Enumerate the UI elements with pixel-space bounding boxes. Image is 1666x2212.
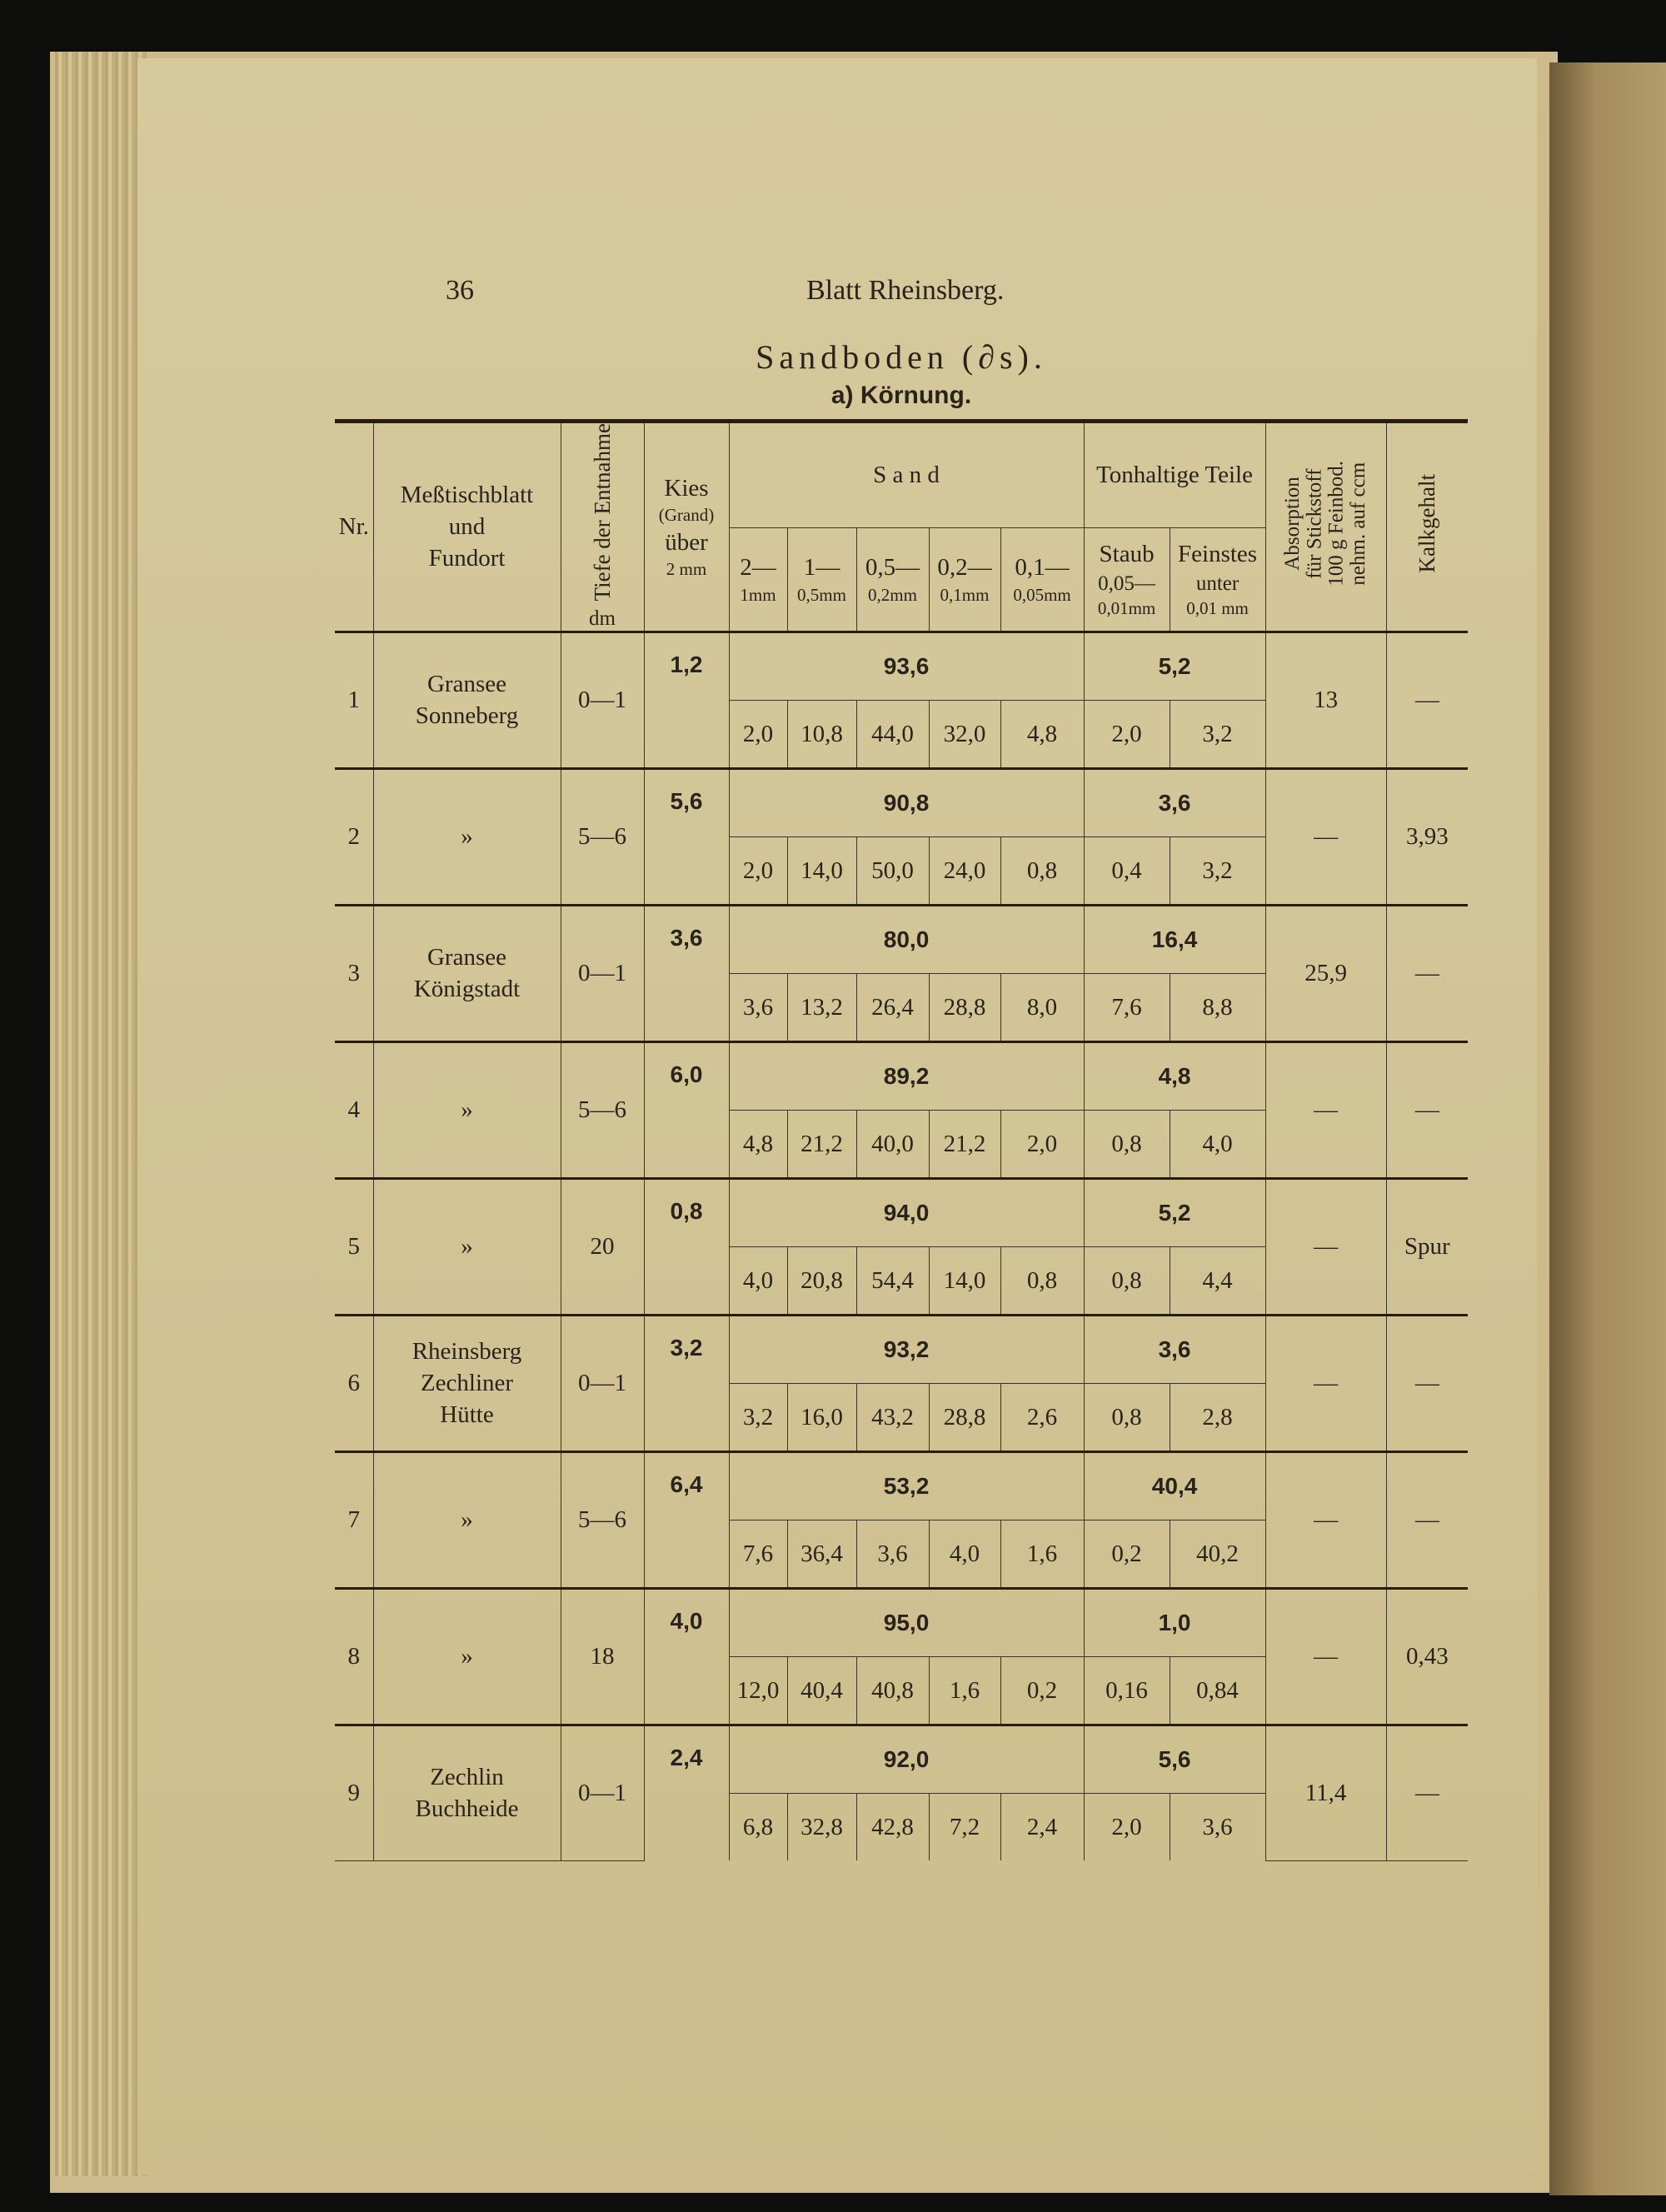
- row-ton-total: 16,4: [1084, 906, 1265, 974]
- row-fundort: [373, 1316, 561, 1452]
- row-staub: 2,0: [1084, 701, 1170, 769]
- row-fundort: [373, 632, 561, 769]
- row-sand-total: 92,0: [729, 1725, 1084, 1794]
- header-staub: [1084, 527, 1170, 632]
- header-sand-02-01: [929, 527, 1000, 632]
- header-kies: [644, 422, 729, 632]
- row-sand-fraction: 3,6: [729, 974, 787, 1042]
- row-kalk: 3,93: [1386, 769, 1468, 906]
- row-sand-fraction: 0,8: [1000, 1247, 1084, 1316]
- row-feinstes: 8,8: [1170, 974, 1265, 1042]
- table-row: [335, 1042, 1468, 1111]
- row-sand-total: 89,2: [729, 1042, 1084, 1111]
- fundort-line: »: [461, 823, 473, 851]
- row-sand-fraction: 40,4: [787, 1657, 856, 1725]
- row-feinstes: 40,2: [1170, 1520, 1265, 1589]
- header-kalk-label: Kalkgehalt: [1414, 474, 1440, 573]
- row-kies: 6,4: [644, 1452, 729, 1589]
- row-kalk: Spur: [1386, 1179, 1468, 1316]
- fundort-line: Gransee: [426, 944, 506, 971]
- row-ton-total: 5,2: [1084, 632, 1265, 701]
- table-row: [335, 1316, 1468, 1384]
- table-row: [335, 1452, 1468, 1520]
- row-sand-fraction: 16,0: [787, 1384, 856, 1452]
- row-absorption: 25,9: [1265, 906, 1386, 1042]
- row-fundort: [373, 1042, 561, 1179]
- fundort-line: Rheinsberg: [412, 1338, 522, 1366]
- fraction-bottom: 0,2mm: [868, 584, 917, 605]
- fundort-line: »: [461, 1506, 473, 1534]
- row-sand-fraction: 4,8: [729, 1111, 787, 1179]
- row-sand-fraction: 8,0: [1000, 974, 1084, 1042]
- row-kies: 1,2: [644, 632, 729, 769]
- row-kalk: —: [1386, 1042, 1468, 1179]
- row-ton-total: 3,6: [1084, 769, 1265, 837]
- header-absorption-line: 100 g Feinbod.: [1324, 461, 1348, 587]
- header-kies-line: (Grand): [658, 505, 715, 526]
- row-sand-fraction: 28,8: [929, 974, 1000, 1042]
- row-staub: 0,8: [1084, 1247, 1170, 1316]
- fraction-top: 2—: [740, 554, 776, 582]
- row-feinstes: 3,2: [1170, 837, 1265, 906]
- row-absorption: —: [1265, 1452, 1386, 1589]
- fraction-top: 0,1—: [1015, 554, 1070, 582]
- row-sand-fraction: 36,4: [787, 1520, 856, 1589]
- header-fundort-line: und: [448, 512, 486, 540]
- row-sand-fraction: 6,8: [729, 1794, 787, 1861]
- row-absorption: 11,4: [1265, 1725, 1386, 1861]
- row-sand-fraction: 0,8: [1000, 837, 1084, 906]
- running-title: Blatt Rheinsberg.: [806, 275, 1005, 306]
- table-row: [335, 1179, 1468, 1247]
- row-sand-fraction: 21,2: [787, 1111, 856, 1179]
- row-tiefe: 0—1: [561, 1725, 644, 1861]
- header-tiefe-label: Tiefe der Entnahme: [589, 423, 615, 602]
- row-nr: 1: [335, 632, 373, 769]
- table-row: [335, 632, 1468, 701]
- header-kies-line: 2 mm: [666, 559, 707, 580]
- row-nr: 4: [335, 1042, 373, 1179]
- staub-line: 0,01mm: [1097, 598, 1156, 619]
- row-sand-fraction: 32,0: [929, 701, 1000, 769]
- row-sand-fraction: 7,2: [929, 1794, 1000, 1861]
- row-sand-total: 90,8: [729, 769, 1084, 837]
- fraction-bottom: 0,5mm: [797, 584, 846, 605]
- row-staub: 0,8: [1084, 1384, 1170, 1452]
- fraction-top: 1—: [803, 554, 840, 582]
- row-sand-fraction: 10,8: [787, 701, 856, 769]
- row-tiefe: 5—6: [561, 1042, 644, 1179]
- row-sand-fraction: 0,2: [1000, 1657, 1084, 1725]
- feinstes-line: Feinstes: [1178, 540, 1258, 567]
- header-sand-2-1: [729, 527, 787, 632]
- row-sand-fraction: 20,8: [787, 1247, 856, 1316]
- row-sand-fraction: 14,0: [787, 837, 856, 906]
- fundort-line: »: [461, 1643, 473, 1670]
- table-row: [335, 769, 1468, 837]
- row-sand-total: 94,0: [729, 1179, 1084, 1247]
- row-kalk: —: [1386, 1725, 1468, 1861]
- row-fundort: [373, 1589, 561, 1725]
- header-sand: S a n d: [729, 422, 1084, 528]
- row-ton-total: 5,6: [1084, 1725, 1265, 1794]
- header-fundort-line: Fundort: [428, 544, 506, 572]
- header-tiefe: [561, 422, 644, 632]
- fundort-line: Zechliner: [420, 1370, 514, 1397]
- row-sand-fraction: 44,0: [856, 701, 929, 769]
- fundort-line: Königstadt: [413, 975, 521, 1002]
- row-nr: 3: [335, 906, 373, 1042]
- row-sand-fraction: 24,0: [929, 837, 1000, 906]
- page-edges: [55, 52, 147, 2176]
- staub-line: 0,05—: [1098, 572, 1155, 595]
- table-row: [335, 906, 1468, 974]
- header-kalk: [1386, 422, 1468, 632]
- page-number: 36: [446, 275, 474, 306]
- row-staub: 7,6: [1084, 974, 1170, 1042]
- fraction-bottom: 0,1mm: [940, 584, 990, 605]
- row-feinstes: 4,4: [1170, 1247, 1265, 1316]
- row-feinstes: 3,2: [1170, 701, 1265, 769]
- row-kalk: —: [1386, 1452, 1468, 1589]
- fraction-top: 0,5—: [865, 554, 920, 582]
- header-sand-01-005: [1000, 527, 1084, 632]
- row-tiefe: 5—6: [561, 769, 644, 906]
- header-fundort: [373, 422, 561, 632]
- header-tiefe-unit: dm: [589, 607, 616, 631]
- feinstes-line: unter: [1195, 572, 1240, 595]
- header-sand-05-02: [856, 527, 929, 632]
- row-sand-fraction: 50,0: [856, 837, 929, 906]
- header-feinstes: [1170, 527, 1265, 632]
- staub-line: Staub: [1099, 540, 1155, 567]
- row-fundort: [373, 1452, 561, 1589]
- row-sand-fraction: 4,8: [1000, 701, 1084, 769]
- soil-analysis-table: [335, 419, 1468, 1861]
- row-sand-total: 93,2: [729, 1316, 1084, 1384]
- row-kies: 2,4: [644, 1725, 729, 1861]
- row-sand-fraction: 4,0: [729, 1247, 787, 1316]
- row-sand-fraction: 28,8: [929, 1384, 1000, 1452]
- row-fundort: [373, 1725, 561, 1861]
- row-absorption: —: [1265, 1179, 1386, 1316]
- row-kies: 0,8: [644, 1179, 729, 1316]
- table-body: [335, 632, 1468, 1861]
- row-sand-fraction: 14,0: [929, 1247, 1000, 1316]
- row-fundort: [373, 1179, 561, 1316]
- table-title: Sandboden (∂s).: [756, 338, 1047, 376]
- row-sand-fraction: 3,2: [729, 1384, 787, 1452]
- facing-page-edge: [1549, 62, 1666, 2195]
- row-fundort: [373, 906, 561, 1042]
- fundort-line: Hütte: [440, 1401, 494, 1428]
- row-nr: 2: [335, 769, 373, 906]
- row-sand-total: 93,6: [729, 632, 1084, 701]
- row-sand-fraction: 1,6: [929, 1657, 1000, 1725]
- row-feinstes: 2,8: [1170, 1384, 1265, 1452]
- row-feinstes: 3,6: [1170, 1794, 1265, 1861]
- row-kalk: —: [1386, 632, 1468, 769]
- row-nr: 9: [335, 1725, 373, 1861]
- row-kies: 3,6: [644, 906, 729, 1042]
- row-absorption: —: [1265, 1589, 1386, 1725]
- header-kies-line: Kies: [664, 474, 709, 502]
- row-sand-fraction: 21,2: [929, 1111, 1000, 1179]
- row-sand-total: 95,0: [729, 1589, 1084, 1657]
- fundort-line: »: [461, 1096, 473, 1124]
- row-sand-fraction: 43,2: [856, 1384, 929, 1452]
- row-kalk: —: [1386, 1316, 1468, 1452]
- row-nr: 8: [335, 1589, 373, 1725]
- header-nr: Nr.: [335, 422, 373, 632]
- header-absorption-line: Absorption: [1281, 477, 1304, 571]
- row-kalk: —: [1386, 906, 1468, 1042]
- row-sand-fraction: 7,6: [729, 1520, 787, 1589]
- fundort-line: »: [461, 1233, 473, 1261]
- row-kalk: 0,43: [1386, 1589, 1468, 1725]
- row-sand-fraction: 3,6: [856, 1520, 929, 1589]
- header-absorption-line: nehm. auf ccm: [1346, 462, 1369, 586]
- row-sand-fraction: 40,0: [856, 1111, 929, 1179]
- row-staub: 0,8: [1084, 1111, 1170, 1179]
- row-absorption: —: [1265, 1316, 1386, 1452]
- row-ton-total: 40,4: [1084, 1452, 1265, 1520]
- row-sand-fraction: 1,6: [1000, 1520, 1084, 1589]
- row-feinstes: 0,84: [1170, 1657, 1265, 1725]
- row-tiefe: 20: [561, 1179, 644, 1316]
- header-absorption: [1265, 422, 1386, 632]
- row-staub: 0,2: [1084, 1520, 1170, 1589]
- row-sand-fraction: 2,4: [1000, 1794, 1084, 1861]
- row-kies: 5,6: [644, 769, 729, 906]
- row-sand-fraction: 54,4: [856, 1247, 929, 1316]
- row-staub: 0,16: [1084, 1657, 1170, 1725]
- row-nr: 7: [335, 1452, 373, 1589]
- row-ton-total: 3,6: [1084, 1316, 1265, 1384]
- row-feinstes: 4,0: [1170, 1111, 1265, 1179]
- row-sand-fraction: 40,8: [856, 1657, 929, 1725]
- row-sand-fraction: 2,0: [1000, 1111, 1084, 1179]
- header-absorption-lines: [1282, 461, 1369, 587]
- row-sand-fraction: 4,0: [929, 1520, 1000, 1589]
- row-sand-fraction: 2,6: [1000, 1384, 1084, 1452]
- fundort-line: Sonneberg: [415, 702, 519, 729]
- row-sand-fraction: 42,8: [856, 1794, 929, 1861]
- row-absorption: —: [1265, 1042, 1386, 1179]
- table-row: [335, 1589, 1468, 1657]
- row-tiefe: 0—1: [561, 632, 644, 769]
- row-tiefe: 5—6: [561, 1452, 644, 1589]
- feinstes-line: 0,01 mm: [1186, 598, 1249, 619]
- row-sand-fraction: 2,0: [729, 837, 787, 906]
- header-sand-1-05: [787, 527, 856, 632]
- header-absorption-line: für Stickstoff: [1303, 468, 1326, 579]
- row-absorption: 13: [1265, 632, 1386, 769]
- header-ton: Tonhaltige Teile: [1084, 422, 1265, 528]
- row-absorption: —: [1265, 769, 1386, 906]
- row-sand-total: 53,2: [729, 1452, 1084, 1520]
- row-sand-fraction: 32,8: [787, 1794, 856, 1861]
- row-sand-fraction: 26,4: [856, 974, 929, 1042]
- fundort-line: Gransee: [426, 671, 506, 698]
- fundort-line: Buchheide: [415, 1795, 519, 1822]
- row-ton-total: 4,8: [1084, 1042, 1265, 1111]
- row-tiefe: 0—1: [561, 1316, 644, 1452]
- fundort-line: Zechlin: [430, 1764, 504, 1791]
- row-nr: 6: [335, 1316, 373, 1452]
- header-kies-line: über: [665, 528, 708, 556]
- row-kies: 6,0: [644, 1042, 729, 1179]
- row-ton-total: 5,2: [1084, 1179, 1265, 1247]
- fraction-bottom: 0,05mm: [1013, 584, 1071, 605]
- row-tiefe: 0—1: [561, 906, 644, 1042]
- table-row: [335, 1725, 1468, 1794]
- row-kies: 4,0: [644, 1589, 729, 1725]
- row-sand-total: 80,0: [729, 906, 1084, 974]
- row-fundort: [373, 769, 561, 906]
- header-fundort-line: Meßtischblatt: [400, 482, 534, 509]
- row-kies: 3,2: [644, 1316, 729, 1452]
- row-sand-fraction: 13,2: [787, 974, 856, 1042]
- fraction-bottom: 1mm: [740, 584, 776, 605]
- row-staub: 0,4: [1084, 837, 1170, 906]
- row-nr: 5: [335, 1179, 373, 1316]
- fraction-top: 0,2—: [937, 554, 992, 582]
- row-staub: 2,0: [1084, 1794, 1170, 1861]
- row-tiefe: 18: [561, 1589, 644, 1725]
- table-subtitle: a) Körnung.: [831, 382, 972, 409]
- row-ton-total: 1,0: [1084, 1589, 1265, 1657]
- row-sand-fraction: 2,0: [729, 701, 787, 769]
- row-sand-fraction: 12,0: [729, 1657, 787, 1725]
